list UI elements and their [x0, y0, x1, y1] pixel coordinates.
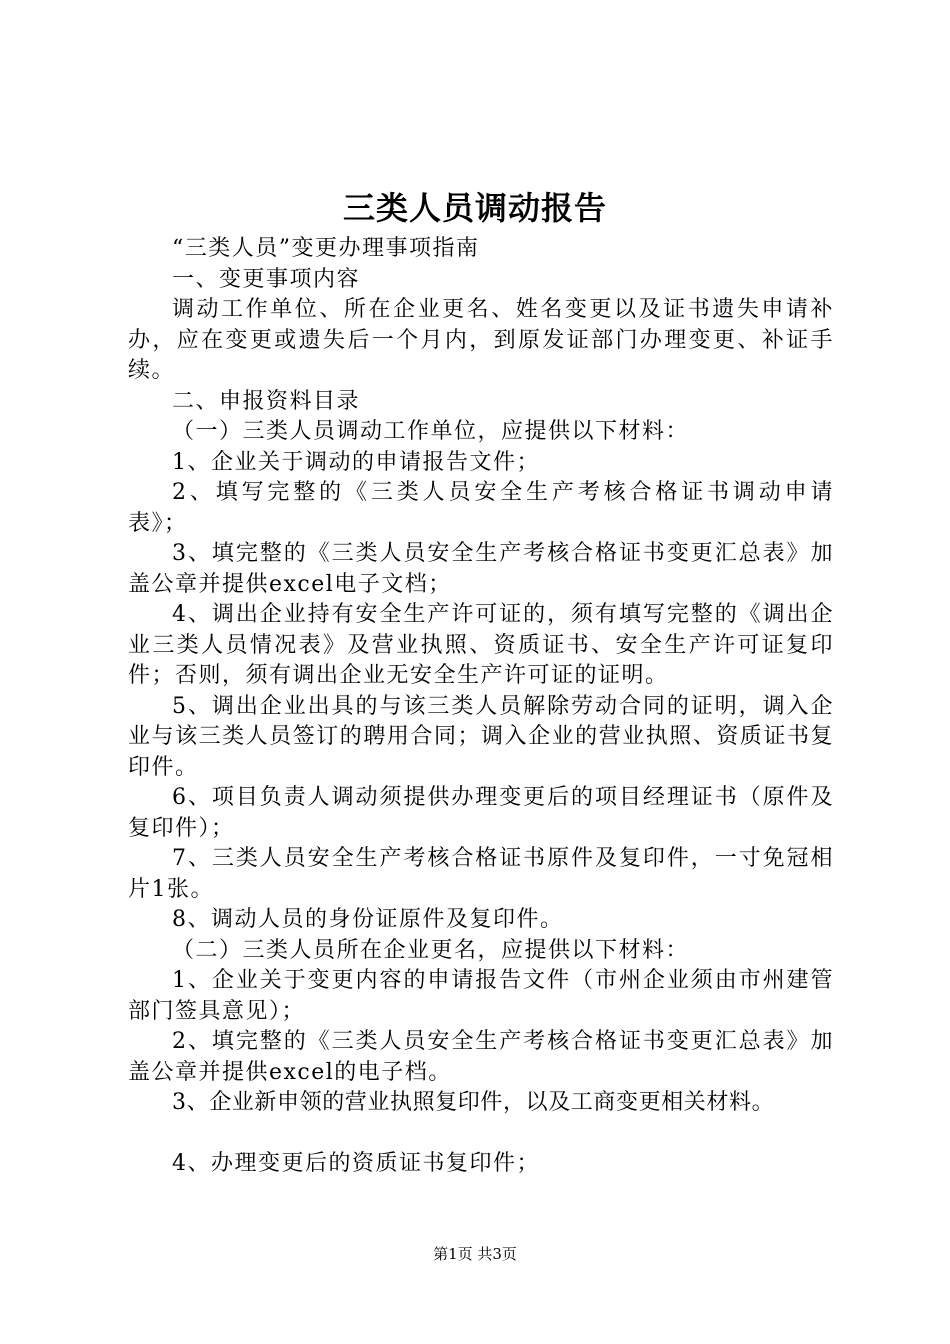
document-body	[128, 234, 834, 1179]
list-item-transfer-5: 5、调出企业出具的与该三类人员解除劳动合同的证明，调入企业与该三类人员签订的聘用合同；调入企业的营业执照、资质证书复印件。	[128, 693, 834, 780]
list-item-transfer-6: 6、项目负责人调动须提供办理变更后的项目经理证书（原件及复印件）；	[128, 785, 834, 841]
list-item-rename-2: 2、填完整的《三类人员安全生产考核合格证书变更汇总表》加盖公章并提供excel的电子档。	[128, 1029, 834, 1085]
heading-section-2: 二、申报资料目录	[172, 388, 361, 414]
list-item-rename-3: 3、企业新申领的营业执照复印件，以及工商变更相关材料。	[172, 1090, 775, 1115]
list-item-transfer-7: 7、三类人员安全生产考核合格证书原件及复印件，一寸免冠相片1张。	[128, 846, 834, 902]
list-item-transfer-4: 4、调出企业持有安全生产许可证的，须有填写完整的《调出企业三类人员情况表》及营业执照、资质证书、安全生产许可证复印件；否则，须有调出企业无安全生产许可证的证明。	[128, 602, 834, 688]
list-item-transfer-8: 8、调动人员的身份证原件及复印件。	[172, 907, 564, 932]
paragraph-guide-title: “三类人员”变更办理事项指南	[172, 236, 480, 261]
list-item-rename-1: 1、企业关于变更内容的申请报告文件（市州企业须由市州建管部门签具意见）；	[128, 968, 834, 1024]
list-item-transfer-1: 1、企业关于调动的申请报告文件；	[172, 449, 540, 475]
list-item-transfer-2: 2、填写完整的《三类人员安全生产考核合格证书调动申请表》；	[128, 480, 834, 536]
heading-section-1: 一、变更事项内容	[172, 266, 361, 292]
list-item-rename-4: 4、办理变更后的资质证书复印件；	[172, 1150, 540, 1176]
subheading-rename: （二）三类人员所在企业更名，应提供以下材料：	[172, 937, 690, 963]
document-title: 三类人员调动报告	[342, 189, 607, 227]
list-item-transfer-3: 3、填完整的《三类人员安全生产考核合格证书变更汇总表》加盖公章并提供excel电子文档；	[128, 541, 834, 597]
page-footer: 第1页 共3页	[433, 1245, 517, 1263]
subheading-transfer: （一）三类人员调动工作单位，应提供以下材料：	[172, 419, 690, 444]
paragraph-section-1-content: 调动工作单位、所在企业更名、姓名变更以及证书遗失申请补办，应在变更或遗失后一个月内，到原发证部门办理变更、补证手续。	[128, 297, 834, 383]
